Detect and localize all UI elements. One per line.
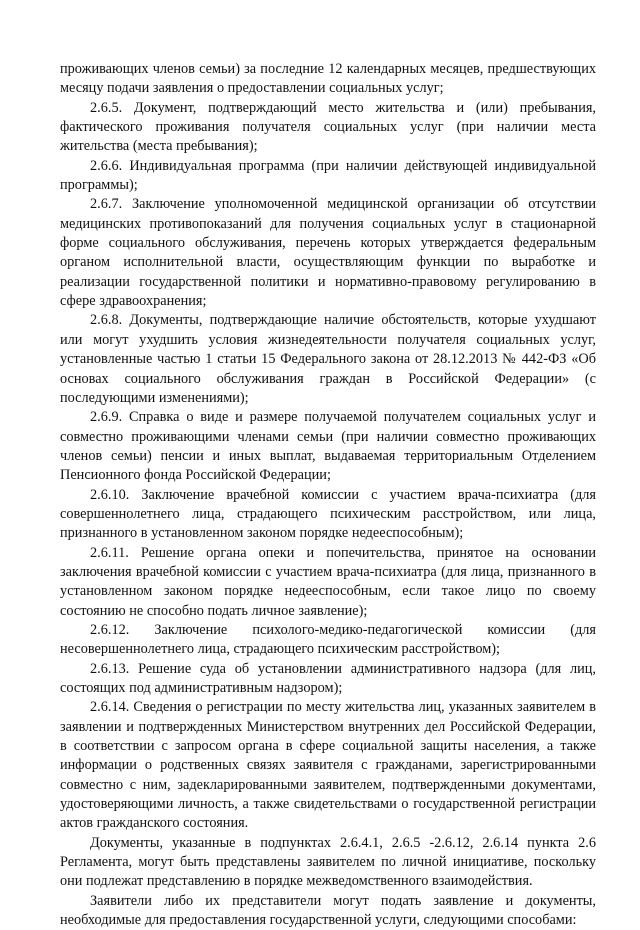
document-page (60, 60, 596, 930)
paragraph-documents-initiative: Документы, указанные в подпунктах 2.6.4.1, 2.6.5 -2.6.12, 2.6.14 пункта 2.6 Регламента, могут быть представлены заявителем по личной инициативе, поскольку они подлежат представлению в порядке межведомственного взаимодействия. (60, 834, 596, 890)
paragraph-submission-methods: Заявители либо их представители могут подать заявление и документы, необходимые для предоставления государственной услуги, следующими способами: (60, 892, 596, 929)
paragraph-2-6-6: 2.6.6. Индивидуальная программа (при наличии действующей индивидуальной программы); (60, 157, 596, 194)
paragraph-2-6-12: 2.6.12. Заключение психолого-медико-педагогической комиссии (для несовершеннолетнего лица, страдающего психическим расстройством); (60, 621, 596, 658)
paragraph-2-6-7: 2.6.7. Заключение уполномоченной медицинской организации об отсутствии медицинских противопоказаний для получения социальных услуг в стационарной форме социального обслуживания, перечень которых утверждается федеральным органом исполнительной власти, осуществляющим функции по выработке и реализации государственной политики и нормативно-правовому регулированию в сфере здравоохранения; (60, 196, 596, 310)
paragraph-2-6-13: 2.6.13. Решение суда об установлении административного надзора (для лиц, состоящих под административным надзором); (60, 660, 596, 696)
paragraph-2-6-9: 2.6.9. Справка о виде и размере получаемой получателем социальных услуг и совместно проживающими членами семьи (при наличии совместно проживающих членов семьи) пенсии и иных выплат, выдаваемая территориальным Отделением Пенсионного фонда Российской Федерации; (60, 409, 596, 484)
paragraph-income-period: проживающих членов семьи) за последние 12 календарных месяцев, предшествующих месяцу подачи заявления о предоставлении социальных услуг; (60, 61, 596, 97)
paragraph-2-6-14: 2.6.14. Сведения о регистрации по месту жительства лиц, указанных заявителем в заявлении и подтвержденных Министерством внутренних дел Российской Федерации, в соответствии с запросом органа в сфере социальной защиты населения, а также информации о родственных связях заявителя с гражданами, зарегистрированными совместно с ним, задекларированными заявителем, подтвержденными документами, удостоверяющими личность, а также свидетельствами о государственной регистрации актов гражданского состояния. (60, 699, 596, 832)
paragraph-2-6-8: 2.6.8. Документы, подтверждающие наличие обстоятельств, которые ухудшают или могут ухудшить условия жизнедеятельности получателя социальных услуг, установленные частью 1 статьи 15 Федерального закона от 28.12.2013 № 442-ФЗ «Об основах социального обслуживания граждан в Российской Федерации» (с последующими изменениями); (60, 312, 596, 406)
paragraph-2-6-11: 2.6.11. Решение органа опеки и попечительства, принятое на основании заключения врачебной комиссии с участием врача-психиатра (для лица, признанного в установленном законом порядке недееспособным, если такое лицо по своему состоянию не способно подать личное заявление); (60, 544, 596, 619)
paragraph-2-6-5: 2.6.5. Документ, подтверждающий место жительства и (или) пребывания, фактического проживания получателя социальных услуг (при наличии места жительства (места пребывания); (60, 99, 596, 155)
paragraph-2-6-10: 2.6.10. Заключение врачебной комиссии с участием врача-психиатра (для совершеннолетнего лица, страдающего психическим расстройством, или лица, признанного в установленном законом порядке недееспособным); (60, 486, 596, 542)
